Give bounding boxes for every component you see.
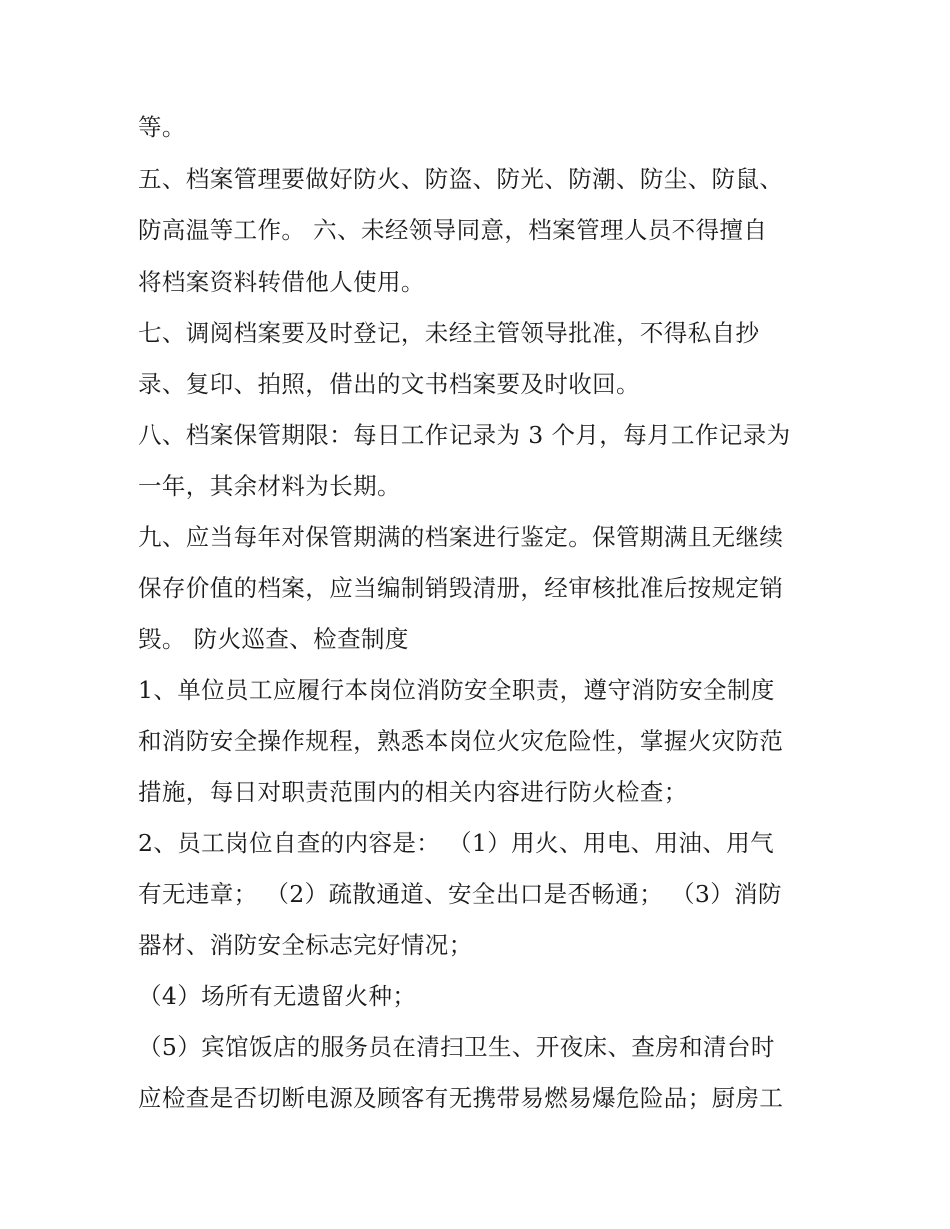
text-line-11: 毁。 防火巡查、检查制度	[138, 625, 409, 653]
text-line-18: （4）场所有无遗留火种；	[138, 982, 417, 1010]
text-line-1: 等。	[138, 113, 186, 141]
text-line-16: 有无违章； （2）疏散通道、安全出口是否畅通； （3）消防	[138, 880, 782, 908]
text-line-17: 器材、消防安全标志完好情况；	[138, 931, 473, 959]
text-line-7: 八、档案保管期限：每日工作记录为 3 个月，每月工作记录为	[138, 421, 791, 449]
text-line-10: 保存价值的档案，应当编制销毁清册，经审核批准后按规定销	[138, 574, 784, 602]
text-line-9: 九、应当每年对保管期满的档案进行鉴定。保管期满且无继续	[138, 523, 784, 551]
text-line-3: 防高温等工作。 六、未经领导同意，档案管理人员不得擅自	[138, 216, 768, 244]
text-line-4: 将档案资料转借他人使用。	[138, 268, 425, 296]
text-line-20: 应检查是否切断电源及顾客有无携带易燃易爆危险品；厨房工	[138, 1084, 784, 1112]
text-line-2: 五、档案管理要做好防火、防盗、防光、防潮、防尘、防鼠、	[138, 165, 784, 193]
text-line-19: （5）宾馆饭店的服务员在清扫卫生、开夜床、查房和清台时	[138, 1033, 775, 1061]
text-line-12: 1、单位员工应履行本岗位消防安全职责，遵守消防安全制度	[138, 676, 775, 704]
text-line-13: 和消防安全操作规程，熟悉本岗位火灾危险性，掌握火灾防范	[138, 727, 784, 755]
text-line-6: 录、复印、拍照，借出的文书档案要及时收回。	[138, 370, 640, 398]
text-line-15: 2、员工岗位自查的内容是： （1）用火、用电、用油、用气	[138, 829, 775, 857]
text-line-8: 一年，其余材料为长期。	[138, 472, 401, 500]
text-line-5: 七、调阅档案要及时登记，未经主管领导批准，不得私自抄	[138, 319, 760, 347]
text-line-14: 措施，每日对职责范围内的相关内容进行防火检查；	[138, 778, 688, 806]
